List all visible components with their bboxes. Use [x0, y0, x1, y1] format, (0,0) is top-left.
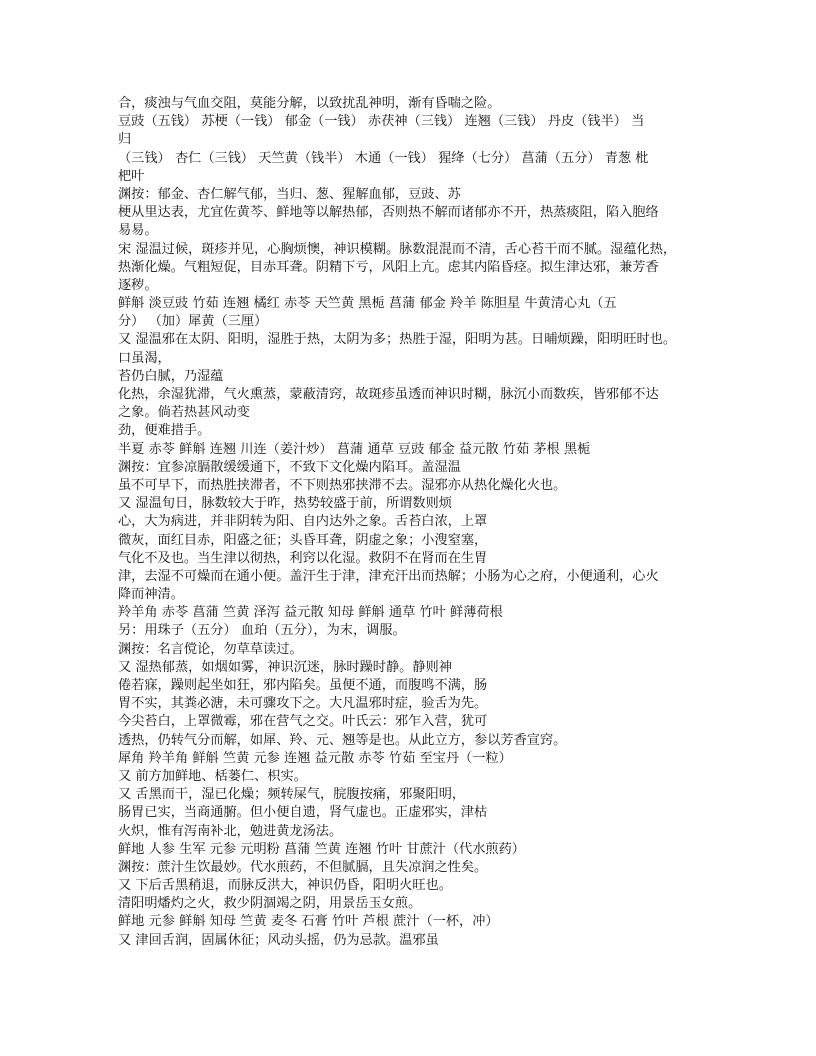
text-line: 化热，余湿犹滞，气火熏蒸，蒙蔽清窍，故斑疹虽透而神识时糊，脉沉小而数疾，皆邪郁不达 — [118, 387, 659, 402]
text-line: 津，去湿不可燥而在通小便。盖汗生于津，津充汗出而热解；小肠为心之府，小便通利，心火 — [118, 568, 659, 584]
text-line: 又 前方加鲜地、栝蒌仁、枳实。 — [118, 768, 307, 784]
text-line: 苔仍白腻，乃湿蕴 — [118, 368, 224, 384]
text-line: 杷叶 — [118, 168, 145, 184]
text-line: 鲜斛 淡豆豉 竹茹 连翘 橘红 赤苓 天竺黄 黑栀 菖蒲 郁金 羚羊 陈胆星 牛黄清心丸（五 — [118, 296, 617, 312]
text-line: 渊按：蔗汁生饮最妙。代水煎药，不但腻膈，且失凉润之性矣。 — [118, 859, 488, 875]
text-line: 之象。倘若热甚风动变 — [118, 405, 250, 421]
text-line: 又 舌黑而干，湿已化燥；频转屎气，脘腹按痛，邪聚阳明， — [118, 787, 466, 803]
text-line: 渊按：宜参凉膈散缓缓通下，不致下文化燥内陷耳。盖湿温 — [118, 459, 461, 475]
text-line: 透热，仍转气分而解，如犀、羚、元、翘等是也。从此立方，参以芳香宣窍。 — [118, 732, 567, 748]
text-line: 又 湿热郁蒸，如烟如雾，神识沉迷，脉时躁时静。静则神 — [118, 659, 452, 675]
text-line: 倦若寐，躁则起坐如狂，邪内陷矣。虽便不通，而腹鸣不满，肠 — [118, 678, 488, 693]
document-page — [118, 95, 708, 950]
text-line: 清阳明燔灼之火，救少阴涸竭之阴，用景岳玉女煎。 — [118, 896, 422, 912]
text-line: 易易。 — [118, 223, 158, 239]
text-line: 又 湿温旬日，脉数较大于昨，热势较盛于前，所谓数则烦 — [118, 496, 452, 512]
text-line: 胃不实，其粪必溏，未可骤攻下之。大凡温邪时症，验舌为先。 — [118, 696, 488, 712]
text-line: 火炽，惟有泻南补北，勉进黄龙汤法。 — [118, 823, 343, 839]
text-line: 鲜地 人参 生军 元参 元明粉 菖蒲 竺黄 连翘 竹叶 甘蔗汁（代水煎药） — [118, 841, 525, 857]
text-line: 微灰，面红目赤，阳盛之征；头昏耳聋，阴虚之象；小溲窒塞， — [118, 532, 488, 548]
text-line: 犀角 羚羊角 鲜斛 竺黄 元参 连翘 益元散 赤苓 竹茹 至宝丹（一粒） — [118, 750, 512, 766]
text-line: 分） （加）犀黄（三厘） — [118, 314, 268, 330]
text-line: 气化不及也。当生津以彻热，利窍以化湿。救阴不在肾而在生胃 — [118, 550, 488, 566]
text-line: 又 湿温邪在太阴、阳明，湿胜于热，太阴为多；热胜于湿，阳明为甚。日晡烦躁，阳明旺时也。 — [118, 332, 677, 348]
text-line: 宋 湿温过候，斑疹并见，心胸烦懊，神识模糊。脉数混混而不清，舌心苔干而不腻。湿蕴化热， — [118, 241, 677, 257]
text-line: 劲，便难措手。 — [118, 423, 211, 439]
text-line: 热渐化燥。气粗短促，目赤耳聋。阴精下亏，风阳上亢。虑其内陷昏痉。拟生津达邪，兼芳香 — [118, 259, 659, 275]
text-line: 渊按：郁金、杏仁解气郁，当归、葱、猩解血郁，豆豉、苏 — [118, 186, 461, 202]
text-line: 降而神清。 — [118, 587, 184, 603]
text-line: 口虽渴， — [118, 350, 171, 366]
text-line: 另：用珠子（五分） 血珀（五分），为末，调服。 — [118, 623, 406, 639]
text-line: 羚羊角 赤苓 菖蒲 竺黄 泽泻 益元散 知母 鲜斛 通草 竹叶 鲜薄荷根 — [118, 605, 503, 621]
text-line: 心，大为病进，并非阴转为阳、自内达外之象。舌苔白浓，上罩 — [118, 514, 488, 530]
text-line: 又 下后舌黑稍退，而脉反洪大，神识仍昏，阳明火旺也。 — [118, 878, 452, 894]
text-line: 渊按：名言傥论，勿草草读过。 — [118, 641, 303, 657]
text-line: （三钱） 杏仁（三钱） 天竺黄（钱半） 木通（一钱） 猩绛（七分） 菖蒲（五分） 青葱 枇 — [118, 150, 649, 166]
text-line: 虽不可早下，而热胜挟滞者，不下则热邪挟滞不去。湿邪亦从热化燥化火也。 — [118, 477, 567, 493]
text-line: 逐秽。 — [118, 277, 158, 293]
text-line: 合，痰浊与气血交阻，莫能分解，以致扰乱神明，渐有昏喘之险。 — [118, 96, 501, 111]
text-line: 豆豉（五钱） 苏梗（一钱） 郁金（一钱） 赤茯神（三钱） 连翘（三钱） 丹皮（钱半） 当 — [118, 114, 645, 130]
text-line: 梗从里达表，尤宜佐黄芩、鲜地等以解热郁，否则热不解而诸郁亦不开，热蒸痰阻，陷入胞络 — [118, 205, 659, 221]
text-line: 归 — [118, 132, 132, 148]
text-line: 鲜地 元参 鲜斛 知母 竺黄 麦冬 石膏 竹叶 芦根 蔗汁（一杯，冲） — [118, 914, 499, 930]
text-line: 又 津回舌润，固属休征；风动头摇，仍为忌款。温邪虽 — [118, 932, 439, 948]
text-line: 肠胃已实，当商通腑。但小便自遗，肾气虚也。正虚邪实，津枯 — [118, 805, 488, 821]
text-line: 今尖苔白，上罩微霉，邪在营气之交。叶氏云：邪乍入营，犹可 — [118, 714, 488, 730]
text-line: 半夏 赤苓 鲜斛 连翘 川连（姜汁炒） 菖蒲 通草 豆豉 郁金 益元散 竹茹 茅根 黑栀 — [118, 441, 591, 457]
